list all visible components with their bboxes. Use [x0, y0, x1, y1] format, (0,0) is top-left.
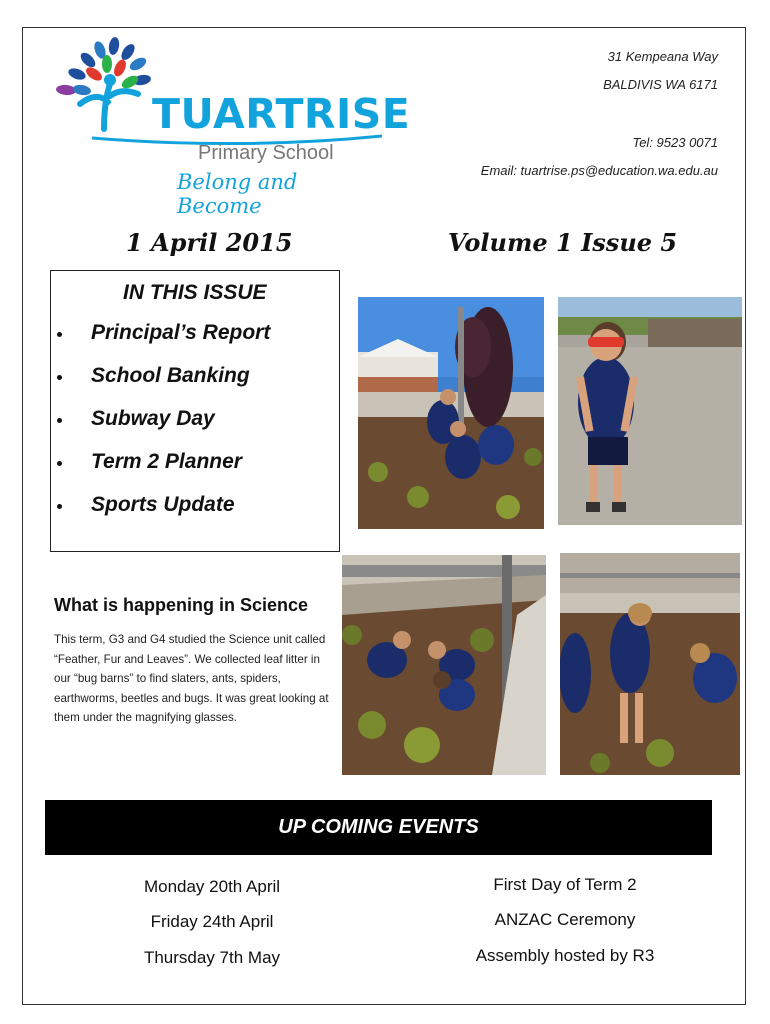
list-item: Principal’s Report	[57, 321, 270, 364]
event-name: Assembly hosted by R3	[475, 946, 655, 965]
bullet-icon	[57, 461, 62, 466]
list-item: Sports Update	[57, 493, 270, 536]
address-line-1: 31 Kempeana Way	[607, 49, 718, 64]
bullet-icon	[57, 332, 62, 337]
school-motto: Belong and Become	[177, 170, 298, 218]
photo-student-goggles	[558, 297, 742, 525]
bullet-icon	[57, 504, 62, 509]
science-heading: What is happening in Science	[54, 595, 309, 615]
event-name: ANZAC Ceremony	[494, 910, 636, 929]
tree-logo-icon	[52, 34, 162, 144]
volume-issue: Volume 1 Issue 5	[448, 228, 678, 257]
bullet-icon	[57, 418, 62, 423]
list-item: Subway Day	[57, 407, 270, 450]
event-date: Friday 24th April	[150, 912, 274, 931]
in-this-issue-title: IN THIS ISSUE	[123, 281, 267, 304]
school-name: TUARTRISE	[152, 90, 411, 138]
event-date: Thursday 7th May	[143, 948, 281, 967]
school-subtitle: Primary School	[198, 142, 334, 164]
events-banner	[45, 800, 712, 855]
in-this-issue-list	[57, 321, 270, 536]
issue-date: 1 April 2015	[126, 228, 293, 257]
bullet-icon	[57, 375, 62, 380]
event-name: First Day of Term 2	[493, 875, 637, 894]
list-item: School Banking	[57, 364, 270, 407]
school-logo	[52, 34, 411, 218]
email[interactable]: Email: tuartrise.ps@education.wa.edu.au	[480, 163, 718, 178]
science-body: This term, G3 and G4 studied the Science unit called “Feather, Fur and Leaves”. We collected leaf litter in our “bug barns” to find slaters, ants, spiders, earthworms, beetles and bugs. It was great looking at them under the magnifying glasses.	[54, 633, 329, 724]
list-item: Term 2 Planner	[57, 450, 270, 493]
telephone: Tel: 9523 0071	[632, 135, 718, 150]
events-title: UP COMING EVENTS	[278, 816, 479, 838]
event-date: Monday 20th April	[143, 877, 281, 896]
photo-students-garden-bed	[342, 555, 546, 775]
photo-students-magnifying	[560, 553, 740, 775]
address-line-2: BALDIVIS WA 6171	[603, 77, 718, 92]
in-this-issue-box	[50, 270, 340, 552]
photo-students-planting	[358, 297, 544, 529]
